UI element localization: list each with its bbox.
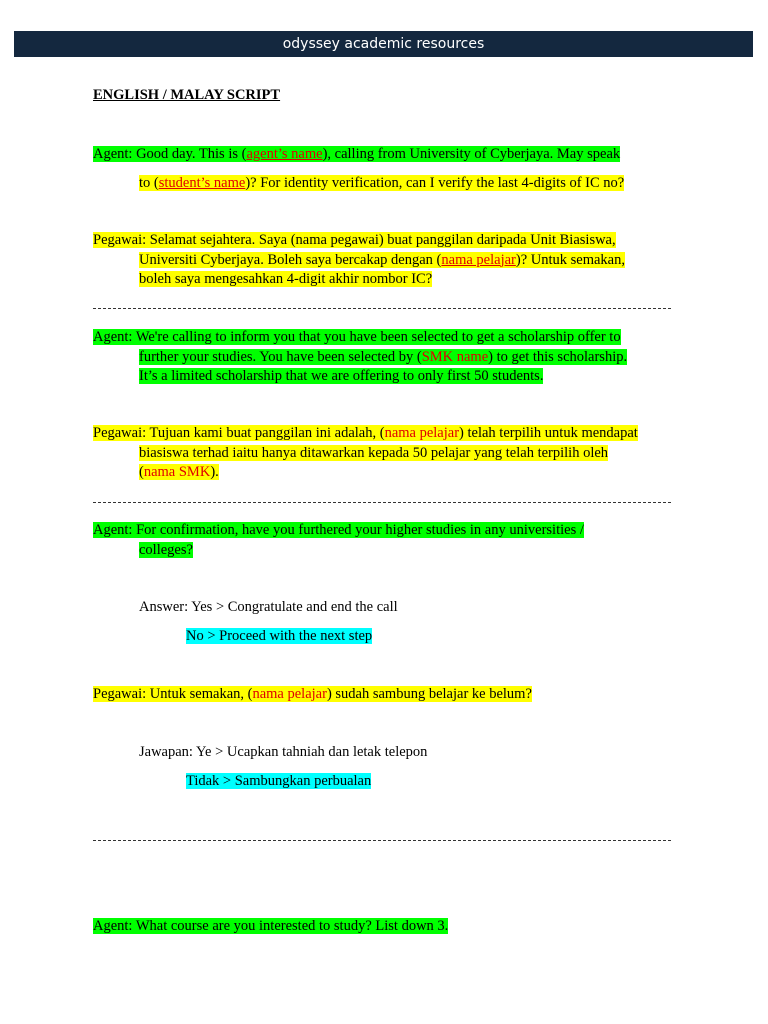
jawapan-tidak: Tidak > Sambungkan perbualan bbox=[186, 773, 372, 789]
pegawai-confirmation: Pegawai: Untuk semakan, (nama pelajar) sudah sambung belajar ke belum? bbox=[93, 686, 532, 702]
agent-confirmation: Agent: For confirmation, have you furthered your higher studies in any universities / colleges? bbox=[93, 522, 584, 558]
header-title: odyssey academic resources bbox=[282, 36, 485, 52]
placeholder-smk-name: SMK name bbox=[421, 348, 489, 365]
answer-yes: Answer: Yes > Congratulate and end the call bbox=[139, 599, 398, 615]
agent-scholarship: Agent: We're calling to inform you that you have been selected to get a scholarship offer to further your studies. You have been selected by (SMK name) to get this scholarship. It’s a limited scholarship that we are offering to only first 50 students. bbox=[93, 329, 628, 384]
placeholder-nama-smk: nama SMK bbox=[143, 464, 211, 480]
document-title: ENGLISH / MALAY SCRIPT bbox=[93, 87, 281, 103]
pegawai-greeting: Pegawai: Selamat sejahtera. Saya (nama pegawai) buat panggilan daripada Unit Biasiswa, Universiti Cyberjaya. Boleh saya bercakap dengan (nama pelajar)? Untuk semakan, boleh saya mengesahkan 4-digit akhir nombor IC? bbox=[93, 232, 625, 287]
divider bbox=[93, 502, 671, 503]
pegawai-scholarship: Pegawai: Tujuan kami buat panggilan ini adalah, (nama pelajar) telah terpilih untuk mendapat biasiswa terhad iaitu hanya ditawarkan kepada 50 pelajar yang telah terpilih oleh (nama SMK). bbox=[93, 425, 638, 480]
agent-greeting: Agent: Good day. This is (agent’s name), calling from University of Cyberjaya. May speak to (student’s name)? For identity verification, can I verify the last 4-digits of IC no? bbox=[93, 146, 625, 191]
divider bbox=[93, 840, 671, 841]
placeholder-student-name: student’s name bbox=[158, 174, 246, 191]
jawapan-ye: Jawapan: Ye > Ucapkan tahniah dan letak telepon bbox=[139, 744, 428, 760]
placeholder-nama-pelajar: nama pelajar bbox=[384, 425, 460, 441]
answer-no: No > Proceed with the next step bbox=[186, 628, 373, 644]
divider bbox=[93, 308, 671, 309]
agent-course-question: Agent: What course are you interested to study? List down 3. bbox=[93, 918, 449, 934]
placeholder-nama-pelajar: nama pelajar bbox=[252, 686, 327, 702]
placeholder-nama-pelajar: nama pelajar bbox=[441, 251, 516, 268]
header-banner bbox=[14, 31, 753, 57]
placeholder-agent-name: agent’s name bbox=[246, 146, 323, 162]
